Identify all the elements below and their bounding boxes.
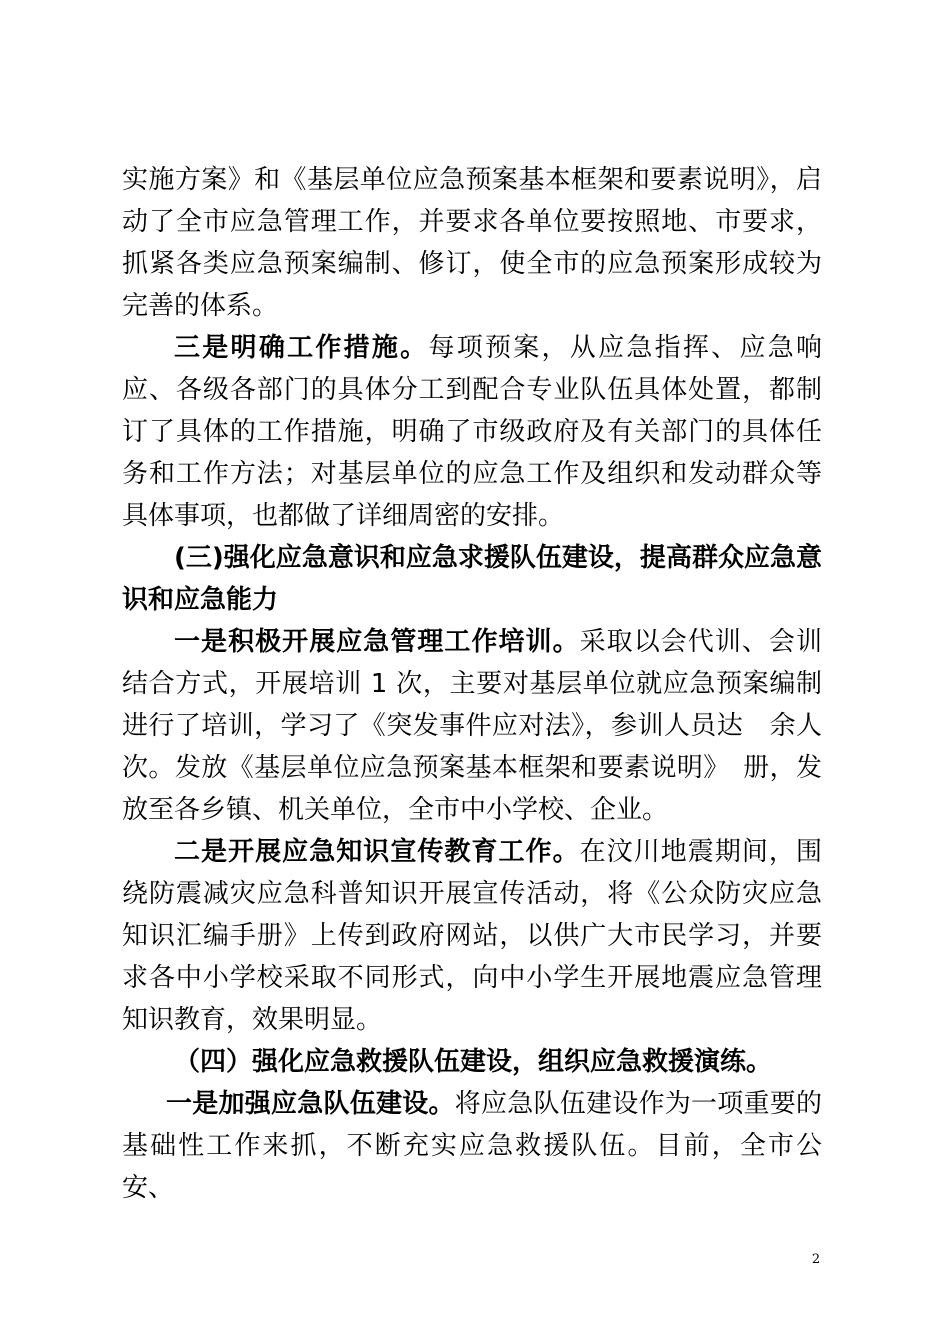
paragraph-heading: 一是加强应急队伍建设。 <box>166 1089 455 1119</box>
paragraph-publicity <box>122 831 822 1041</box>
paragraph-work-measures <box>122 327 822 537</box>
paragraph-text: 每项预案，从应急指挥、应急响应、各级各部门的具体分工到配合专业队伍具体处置，都制订了具体的工作措施，明确了市级政府及有关部门的具体任务和工作方法；对基层单位的应急工作及组织和发动群众等具体事项，也都做了详细周密的安排。 <box>122 333 822 531</box>
paragraph-text: 在汶川地震期间，围绕防震减灾应急科普知识开展宣传活动，将《公众防灾应急知识汇编手册》上传到政府网站，以供广大市民学习，并要求各中小学校采取不同形式，向中小学生开展地震应急管理知识教育，效果明显。 <box>122 837 822 1035</box>
section-heading-text: （四）强化应急救援队伍建设，组织应急救援演练。 <box>174 1047 773 1077</box>
paragraph-text: 实施方案》和《基层单位应急预案基本框架和要素说明》，启动了全市应急管理工作，并要求各单位要按照地、市要求，抓紧各类应急预案编制、修订，使全市的应急预案形成较为完善的体系。 <box>122 165 822 321</box>
paragraph-plan-continuation <box>122 159 822 327</box>
paragraph-training <box>122 621 822 831</box>
paragraph-text: 将应急队伍建设作为一项重要的基础性工作来抓，不断充实应急救援队伍。目前，全市公安、 <box>122 1089 822 1203</box>
paragraph-text: 采取以会代训、会训结合方式，开展培训 1 次，主要对基层单位就应急预案编制进行了培训，学习了《突发事件应对法》，参训人员达 余人次。发放《基层单位应急预案基本框架和要素说明》 册，发放至各乡镇、机关单位，全市中小学校、企业。 <box>122 627 822 825</box>
document-body <box>122 159 822 1209</box>
paragraph-heading: 二是开展应急知识宣传教育工作。 <box>174 837 580 867</box>
section-heading-4 <box>122 1041 822 1083</box>
paragraph-heading: 三是明确工作措施。 <box>174 333 429 363</box>
section-heading-text: (三)强化应急意识和应急求援队伍建设，提高群众应急意识和应急能力 <box>122 543 822 615</box>
paragraph-team-building <box>122 1083 822 1209</box>
section-heading-3 <box>122 537 822 621</box>
paragraph-heading: 一是积极开展应急管理工作培训。 <box>174 627 580 657</box>
page-number: 2 <box>811 1252 821 1267</box>
